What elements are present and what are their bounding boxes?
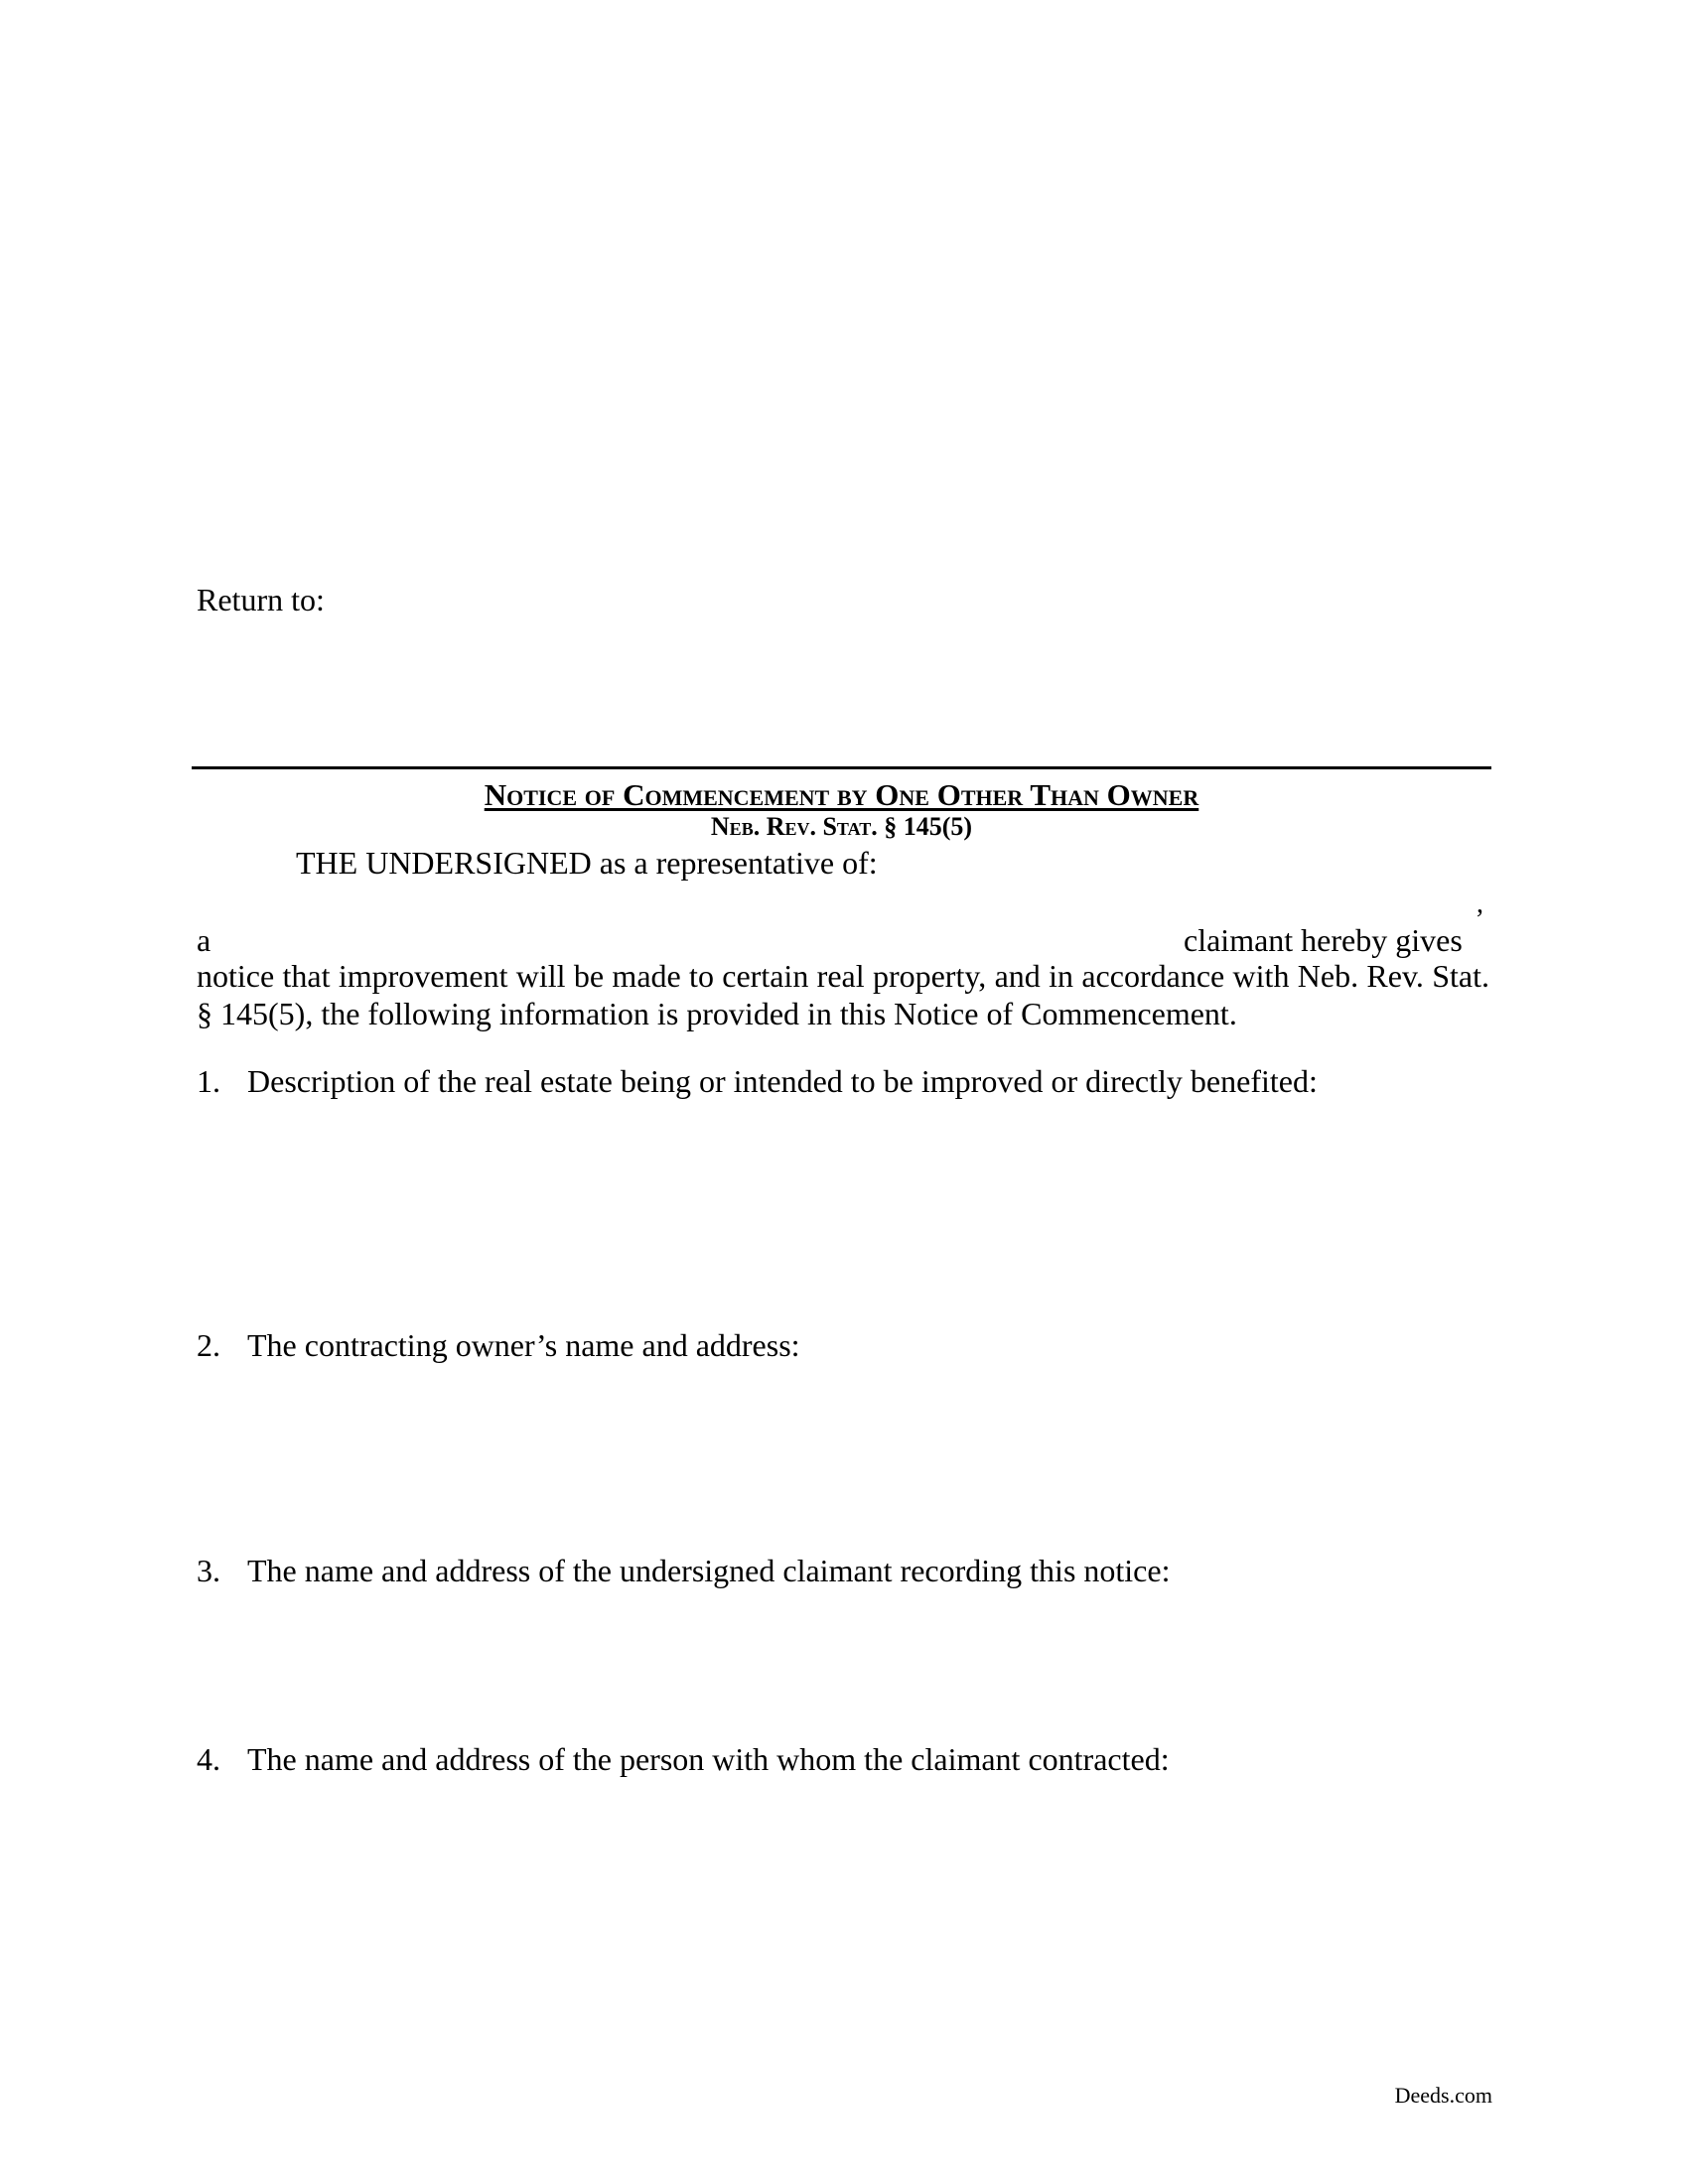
blank-comma: , [1477, 888, 1483, 919]
intro-line: THE UNDERSIGNED as a representative of: [296, 845, 878, 881]
list-item-number: 2. [197, 1327, 220, 1363]
list-item-text: The contracting owner’s name and address: [247, 1327, 800, 1363]
return-to-label: Return to: [197, 582, 325, 617]
list-item-text: The name and address of the person with whom the claimant contracted: [247, 1741, 1170, 1777]
list-item-1 [197, 1062, 1318, 1100]
claimant-gives-text: claimant hereby gives [1184, 922, 1463, 958]
list-item-4 [197, 1740, 1170, 1778]
header-divider [192, 766, 1491, 769]
document-title: Notice of Commencement by One Other Than Owner [484, 777, 1199, 812]
list-item-text: Description of the real estate being or intended to be improved or directly benefited: [247, 1063, 1318, 1099]
list-item-3 [197, 1552, 1170, 1589]
footer-brand: Deeds.com [1394, 2083, 1492, 2108]
statute-reference: Neb. Rev. Stat. § 145(5) [710, 812, 973, 841]
list-item-text: The name and address of the undersigned claimant recording this notice: [247, 1553, 1171, 1588]
list-item-number: 4. [197, 1741, 220, 1777]
list-item-number: 3. [197, 1553, 220, 1588]
list-item-2 [197, 1326, 800, 1364]
article-a: a [197, 922, 211, 958]
list-item-number: 1. [197, 1063, 220, 1099]
intro-paragraph: notice that improvement will be made to certain real property, and in accordance with Neb. Rev. Stat. § 145(5), the following information is provided in this Notice of Commencement. [197, 958, 1489, 1031]
